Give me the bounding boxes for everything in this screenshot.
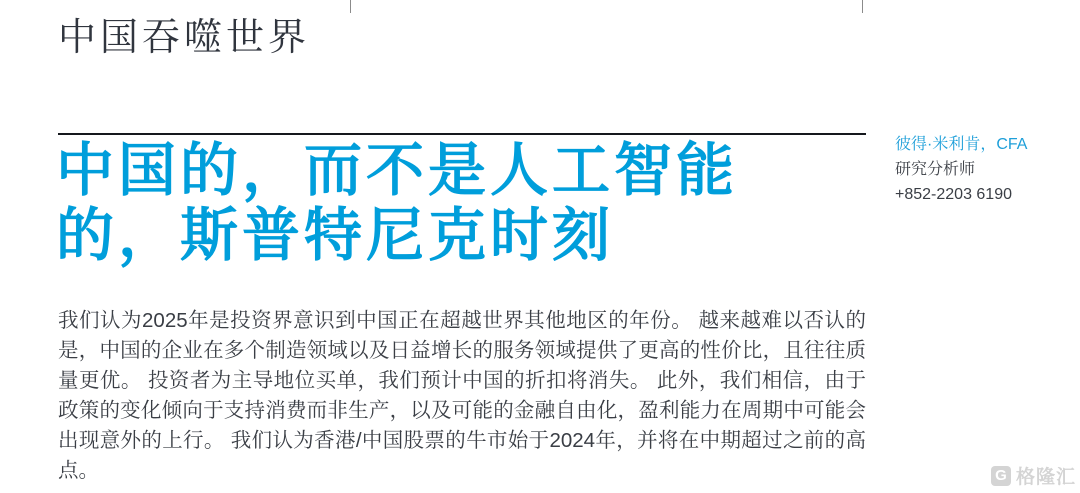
report-series-title: 中国吞噬世界	[58, 17, 311, 59]
analyst-job-title: 研究分析师	[895, 161, 976, 178]
headline-line-1: 中国的，而不是人工智能	[56, 138, 739, 203]
gelonghui-watermark-text: 格隆汇	[1015, 467, 1076, 488]
headline-line-2: 的，斯普特尼克时刻	[56, 203, 615, 268]
top-hairline-right	[862, 0, 863, 13]
gelonghui-watermark	[991, 462, 1076, 489]
gelonghui-logo-icon: G	[991, 466, 1011, 486]
summary-paragraph: 我们认为2025年是投资界意识到中国正在超越世界其他地区的年份。 越来越难以否认的是，中国的企业在多个制造领域以及日益增长的服务领域提供了更高的性价比，且往往质量更优。 投资者为主导地位买单，我们预计中国的折扣将消失。 此外，我们相信，由于政策的变化倾向于支持消费而非生产，以及可能的金融自由化，盈利能力在周期中可能会出现意外的上行。 我们认为香港/中国股票的牛市始于2024年，并将在中期超过之前的高点。	[58, 309, 866, 482]
analyst-name: 彼得·米利肯，CFA	[895, 136, 1028, 153]
top-hairline-left	[350, 0, 351, 13]
report-headline	[56, 138, 876, 268]
analyst-info-block	[895, 132, 1075, 207]
analyst-phone: +852-2203 6190	[895, 186, 1012, 203]
divider-rule	[58, 133, 866, 135]
